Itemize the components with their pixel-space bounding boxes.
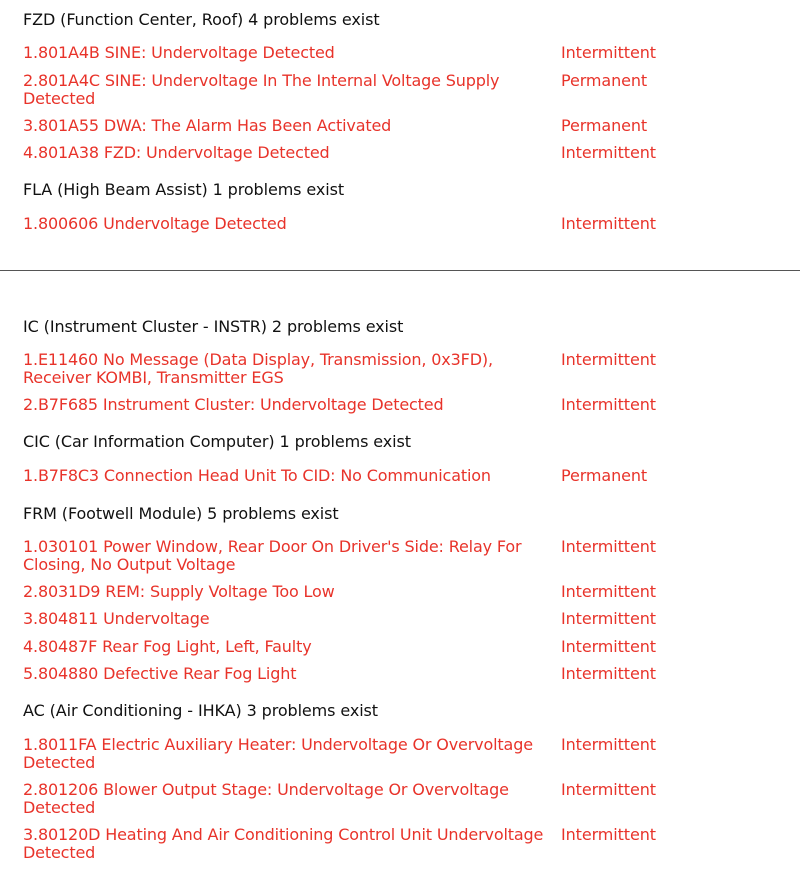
problem-status: Permanent bbox=[561, 466, 648, 485]
problem-text: 2.8031D9 REM: Supply Voltage Too Low bbox=[23, 582, 335, 601]
problem-status: Intermittent bbox=[561, 395, 656, 414]
problem-text: 2.801A4C SINE: Undervoltage In The Internal Voltage Supply Detected bbox=[23, 71, 500, 108]
problem-text: 1.801A4B SINE: Undervoltage Detected bbox=[23, 43, 335, 62]
problem-text: 2.801206 Blower Output Stage: Undervoltage Or Overvoltage Detected bbox=[23, 780, 509, 817]
problem-text: 4.801A38 FZD: Undervoltage Detected bbox=[23, 143, 330, 162]
problem-status: Intermittent bbox=[561, 143, 656, 162]
module-title: AC (Air Conditioning - IHKA) 3 problems exist bbox=[23, 701, 378, 720]
problem-status: Intermittent bbox=[561, 43, 656, 62]
problem-text: 4.80487F Rear Fog Light, Left, Faulty bbox=[23, 637, 312, 656]
problem-text: 5.804880 Defective Rear Fog Light bbox=[23, 664, 297, 683]
problem-status: Intermittent bbox=[561, 582, 656, 601]
problem-text: 1.030101 Power Window, Rear Door On Driver's Side: Relay For Closing, No Output Voltage bbox=[23, 537, 522, 574]
problem-status: Permanent bbox=[561, 71, 648, 90]
problem-status: Intermittent bbox=[561, 609, 656, 628]
page-divider bbox=[0, 270, 800, 271]
problem-status: Intermittent bbox=[561, 735, 656, 754]
module-title: FZD (Function Center, Roof) 4 problems exist bbox=[23, 10, 380, 29]
module-title: FRM (Footwell Module) 5 problems exist bbox=[23, 504, 339, 523]
problem-status: Intermittent bbox=[561, 780, 656, 799]
problem-text: 3.801A55 DWA: The Alarm Has Been Activated bbox=[23, 116, 392, 135]
problem-text: 1.E11460 No Message (Data Display, Transmission, 0x3FD), Receiver KOMBI, Transmitter EGS bbox=[23, 350, 493, 387]
problem-status: Permanent bbox=[561, 116, 648, 135]
problem-text: 1.B7F8C3 Connection Head Unit To CID: No Communication bbox=[23, 466, 491, 485]
module-title: IC (Instrument Cluster - INSTR) 2 problems exist bbox=[23, 317, 404, 336]
problem-text: 1.800606 Undervoltage Detected bbox=[23, 214, 287, 233]
problem-text: 3.804811 Undervoltage bbox=[23, 609, 210, 628]
problem-text: 2.B7F685 Instrument Cluster: Undervoltage Detected bbox=[23, 395, 444, 414]
problem-status: Intermittent bbox=[561, 825, 656, 844]
problem-status: Intermittent bbox=[561, 537, 656, 556]
module-title: CIC (Car Information Computer) 1 problems exist bbox=[23, 432, 411, 451]
problem-status: Intermittent bbox=[561, 350, 656, 369]
problem-text: 3.80120D Heating And Air Conditioning Control Unit Undervoltage Detected bbox=[23, 825, 544, 862]
module-title: FLA (High Beam Assist) 1 problems exist bbox=[23, 180, 344, 199]
problem-status: Intermittent bbox=[561, 214, 656, 233]
problem-status: Intermittent bbox=[561, 637, 656, 656]
problem-text: 1.8011FA Electric Auxiliary Heater: Undervoltage Or Overvoltage Detected bbox=[23, 735, 533, 772]
problem-status: Intermittent bbox=[561, 664, 656, 683]
